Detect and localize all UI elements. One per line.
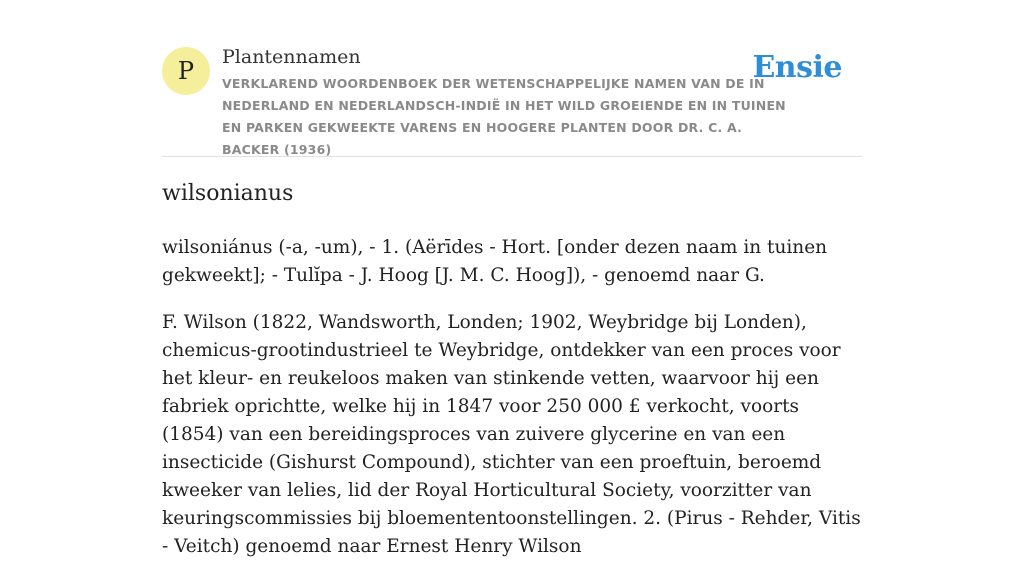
book-title-link[interactable]: Plantennamen (222, 46, 361, 68)
entry-paragraph-2: F. Wilson (1822, Wandsworth, Londen; 1902, Weybridge bij Londen), chemicus-grootindustrieel te Weybridge, ontdekker van een proces voor het kleur- en reukeloos maken van stinkende vetten, waarvoor hij een fabriek oprichtte, welke hij in 1847 voor 250 000 £ verkocht, voorts (1854) van een bereidingsproces van zuivere glycerine en van een insecticide (Gishurst Compound), stichter van een proeftuin, beroemd kweeker van lelies, lid der Royal Horticultural Society, voorzitter van keuringscommissies bij bloemententoonstellingen. 2. (Pirus - Rehder, Vitis - Veitch) genoemd naar Ernest Henry Wilson (162, 312, 861, 557)
ensie-logo[interactable]: Ensie (752, 50, 842, 85)
entry-paragraph-1: wilsoniánus (-a, -um), - 1. (Aërīdes - Hort. [onder dezen naam in tuinen gekweekt]; - Tulĭpa - J. Hoog [J. M. C. Hoog]), - genoemd naar G. (162, 237, 828, 286)
book-subtitle: VERKLAREND WOORDENBOEK DER WETENSCHAPPELIJKE NAMEN VAN DE IN NEDERLAND EN NEDERLANDSCH-INDIË IN HET WILD GROEIENDE EN IN TUINEN EN PARKEN GEKWEEKTE VARENS EN HOOGERE PLANTEN DOOR DR. C. A. BACKER (1936) (222, 76, 786, 157)
book-avatar[interactable]: P (162, 47, 210, 95)
page-container (162, 0, 862, 557)
book-header (162, 0, 862, 157)
entry-headword: wilsonianus (162, 181, 294, 206)
